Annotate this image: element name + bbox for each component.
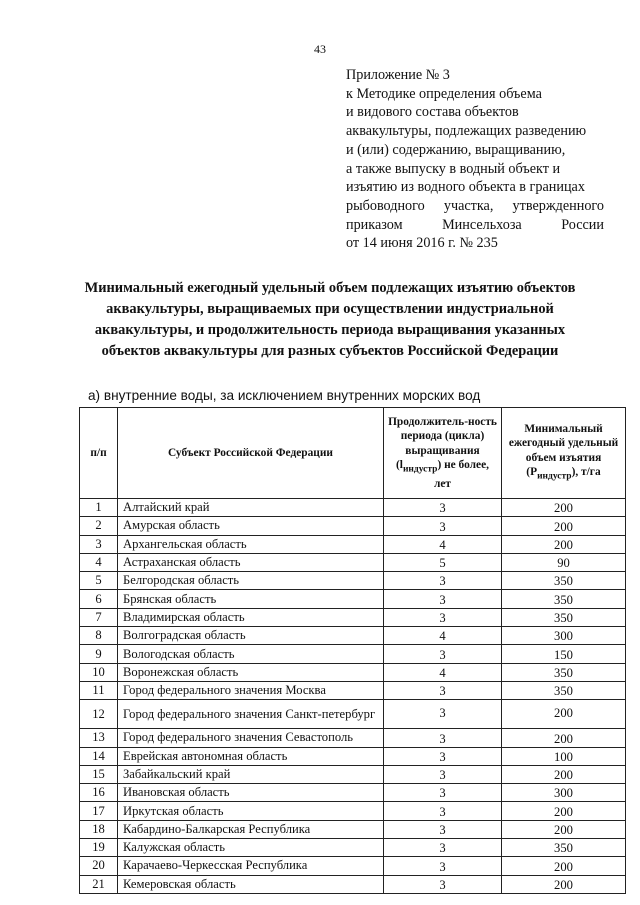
row-num: 18: [80, 820, 118, 838]
table-row: [80, 802, 626, 820]
table-row: [80, 590, 626, 608]
row-volume: 150: [502, 645, 626, 663]
row-subject: Брянская область: [118, 590, 384, 608]
header-volume-text: Минимальный ежегодный удельный объем изъятия (P: [508, 422, 619, 479]
row-subject: Город федерального значения Севастополь: [118, 729, 384, 747]
appendix-line: и видового состава объектов: [346, 104, 519, 121]
row-num: 2: [80, 517, 118, 535]
row-period: 3: [384, 645, 502, 663]
row-volume: 350: [502, 681, 626, 699]
row-period: 3: [384, 700, 502, 729]
row-subject: Город федерального значения Санкт-петербург: [118, 700, 384, 729]
table-row: [80, 765, 626, 783]
row-subject: Владимирская область: [118, 608, 384, 626]
row-num: 13: [80, 729, 118, 747]
row-num: 16: [80, 784, 118, 802]
row-num: 11: [80, 681, 118, 699]
row-subject: Ивановская область: [118, 784, 384, 802]
row-period: 4: [384, 627, 502, 645]
row-num: 14: [80, 747, 118, 765]
appendix-line: Приложение № 3: [346, 67, 450, 83]
row-num: 19: [80, 839, 118, 857]
title-line: аквакультуры, выращиваемых при осуществлении индустриальной: [106, 301, 554, 317]
row-num: 6: [80, 590, 118, 608]
row-period: 5: [384, 553, 502, 571]
row-period: 3: [384, 681, 502, 699]
row-period: 3: [384, 820, 502, 838]
row-num: 20: [80, 857, 118, 875]
row-period: 3: [384, 572, 502, 590]
section-subtitle: а) внутренние воды, за исключением внутренних морских вод: [88, 388, 481, 403]
row-period: 3: [384, 590, 502, 608]
row-num: 3: [80, 535, 118, 553]
row-num: 1: [80, 499, 118, 517]
appendix-line: аквакультуры, подлежащих разведению: [346, 123, 587, 140]
row-subject: Карачаево-Черкесская Республика: [118, 857, 384, 875]
header-period-tail: ) не более, лет: [433, 459, 489, 490]
row-num: 10: [80, 663, 118, 681]
row-volume: 200: [502, 517, 626, 535]
appendix-line: и (или) содержанию, выращиванию,: [346, 141, 566, 158]
table-header-row: [80, 408, 626, 499]
row-volume: 300: [502, 627, 626, 645]
row-period: 3: [384, 608, 502, 626]
row-num: 21: [80, 875, 118, 893]
row-subject: Еврейская автономная область: [118, 747, 384, 765]
row-subject: Архангельская область: [118, 535, 384, 553]
row-volume: 350: [502, 572, 626, 590]
row-volume: 200: [502, 857, 626, 875]
appendix-line: к Методике определения объема: [346, 85, 542, 102]
table-row: [80, 700, 626, 729]
row-subject: Амурская область: [118, 517, 384, 535]
table-row: [80, 645, 626, 663]
table-row: [80, 784, 626, 802]
table-row: [80, 627, 626, 645]
row-volume: 350: [502, 839, 626, 857]
row-subject: Астраханская область: [118, 553, 384, 571]
header-period-sub: индустр: [402, 464, 438, 475]
document-title: [70, 278, 590, 362]
row-volume: 200: [502, 499, 626, 517]
table-row: [80, 499, 626, 517]
row-subject: Калужская область: [118, 839, 384, 857]
row-volume: 90: [502, 553, 626, 571]
row-num: 7: [80, 608, 118, 626]
appendix-word: утвержденного: [512, 197, 604, 214]
header-period: [384, 408, 502, 499]
appendix-word: рыбоводного: [346, 197, 425, 214]
row-period: 3: [384, 517, 502, 535]
header-subject: Субъект Российской Федерации: [118, 408, 384, 499]
appendix-word: России: [561, 216, 604, 233]
table-row: [80, 553, 626, 571]
row-subject: Алтайский край: [118, 499, 384, 517]
row-subject: Город федерального значения Москва: [118, 681, 384, 699]
row-volume: 200: [502, 535, 626, 553]
row-volume: 300: [502, 784, 626, 802]
title-line: объектов аквакультуры для разных субъектов Российской Федерации: [101, 343, 559, 359]
appendix-word: приказом: [346, 216, 403, 233]
row-volume: 200: [502, 729, 626, 747]
row-volume: 350: [502, 590, 626, 608]
row-num: 8: [80, 627, 118, 645]
table-row: [80, 857, 626, 875]
row-period: 3: [384, 765, 502, 783]
row-volume: 200: [502, 820, 626, 838]
row-num: 9: [80, 645, 118, 663]
appendix-line: [346, 216, 604, 235]
row-period: 3: [384, 802, 502, 820]
appendix-block: [346, 66, 604, 253]
row-subject: Забайкальский край: [118, 765, 384, 783]
row-subject: Кемеровская область: [118, 875, 384, 893]
header-volume: [502, 408, 626, 499]
appendix-line: изъятию из водного объекта в границах: [346, 179, 585, 196]
row-volume: 200: [502, 700, 626, 729]
appendix-line: [346, 197, 604, 216]
appendix-line: от 14 июня 2016 г. № 235: [346, 235, 498, 252]
row-period: 3: [384, 784, 502, 802]
row-num: 5: [80, 572, 118, 590]
row-volume: 350: [502, 608, 626, 626]
row-period: 4: [384, 663, 502, 681]
appendix-word: участка,: [443, 197, 494, 214]
appendix-word: Минсельхоза: [442, 216, 522, 233]
table-row: [80, 663, 626, 681]
table-row: [80, 747, 626, 765]
row-volume: 200: [502, 765, 626, 783]
header-num: п/п: [80, 408, 118, 499]
appendix-line: а также выпуску в водный объект и: [346, 160, 561, 177]
table-row: [80, 608, 626, 626]
row-num: 12: [80, 700, 118, 729]
header-period-text: Продолжитель-ность периода (цикла) выращивания (l: [388, 415, 497, 472]
header-volume-tail: ), т/га: [571, 466, 601, 479]
row-num: 15: [80, 765, 118, 783]
table-row: [80, 875, 626, 893]
row-subject: Волгоградская область: [118, 627, 384, 645]
title-line: аквакультуры, и продолжительность периода выращивания указанных: [94, 322, 566, 338]
title-line: Минимальный ежегодный удельный объем подлежащих изъятию объектов: [84, 280, 576, 296]
row-subject: Иркутская область: [118, 802, 384, 820]
page-number: 43: [314, 42, 326, 56]
row-subject: Вологодская область: [118, 645, 384, 663]
table-row: [80, 535, 626, 553]
row-volume: 350: [502, 663, 626, 681]
row-subject: Кабардино-Балкарская Республика: [118, 820, 384, 838]
row-volume: 100: [502, 747, 626, 765]
row-period: 3: [384, 875, 502, 893]
row-subject: Белгородская область: [118, 572, 384, 590]
row-period: 3: [384, 747, 502, 765]
table-row: [80, 820, 626, 838]
row-period: 3: [384, 857, 502, 875]
table-row: [80, 729, 626, 747]
row-volume: 200: [502, 802, 626, 820]
table-row: [80, 572, 626, 590]
row-period: 3: [384, 499, 502, 517]
data-table: [79, 407, 626, 894]
row-num: 4: [80, 553, 118, 571]
table-row: [80, 681, 626, 699]
row-period: 4: [384, 535, 502, 553]
row-period: 3: [384, 729, 502, 747]
table-row: [80, 517, 626, 535]
header-volume-sub: индустр: [537, 471, 572, 482]
table-row: [80, 839, 626, 857]
row-period: 3: [384, 839, 502, 857]
row-volume: 200: [502, 875, 626, 893]
row-subject: Воронежская область: [118, 663, 384, 681]
row-num: 17: [80, 802, 118, 820]
